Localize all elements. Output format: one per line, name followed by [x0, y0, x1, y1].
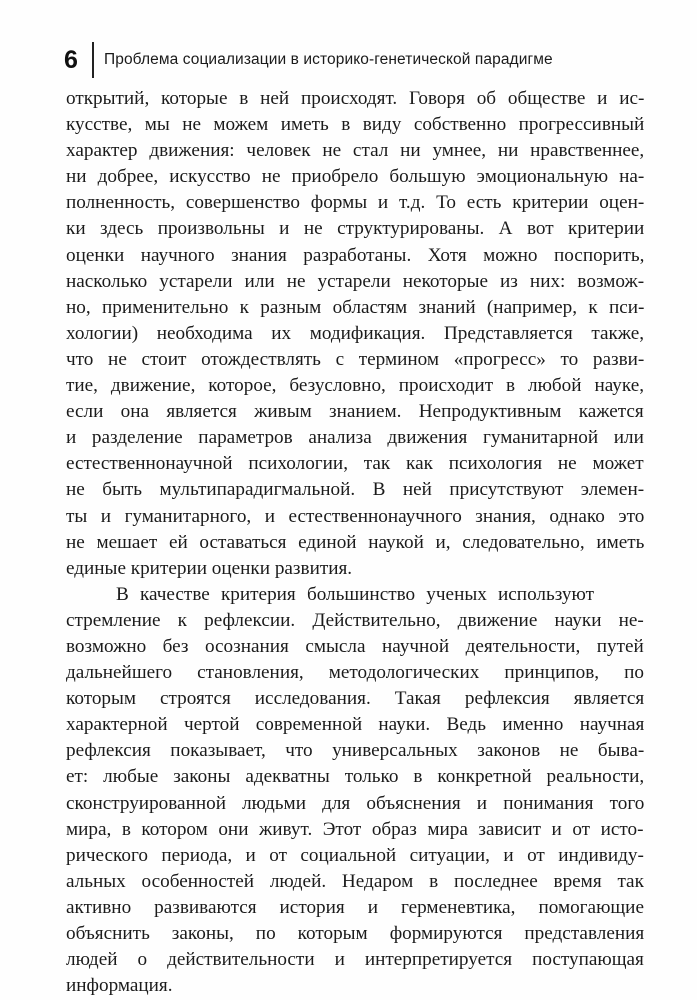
- text-line: но, применительно к разным областям знаний (например, к пси-: [66, 296, 645, 318]
- text-line: характерной чертой современной науки. Ведь именно научная: [66, 714, 645, 736]
- text-line: В качестве критерия большинство ученых используют: [116, 583, 594, 605]
- text-line: хологии) необходима их модификация. Представляется также,: [66, 322, 645, 344]
- page-number: 6: [64, 46, 78, 74]
- text-line: не быть мультипарадигмальной. В ней присутствуют элемен-: [66, 479, 645, 501]
- paragraph-2: [66, 582, 644, 1000]
- text-line: активно развиваются история и герменевтика, помогающие: [66, 896, 644, 918]
- header-divider: [92, 42, 94, 78]
- text-line: которым строятся исследования. Такая рефлексия является: [66, 688, 645, 710]
- text-line: кусстве, мы не можем иметь в виду собственно прогрессивный: [66, 114, 645, 136]
- text-line: ет: любые законы адекватны только в конкретной реальности,: [66, 766, 645, 788]
- text-line: стремление к рефлексии. Действительно, движение науки не-: [66, 609, 644, 631]
- text-line: не мешает ей оставаться единой наукой и, следовательно, иметь: [66, 531, 645, 553]
- text-line: сконструированной людьми для объяснения и понимания того: [66, 792, 645, 814]
- paragraph-1: [66, 86, 644, 582]
- text-line: ни добрее, искусство не приобрело большую эмоциональную на-: [66, 166, 645, 188]
- text-line: естественнонаучной психологии, так как психология не может: [66, 453, 644, 475]
- text-line: людей о действительности и интерпретируется поступающая: [66, 949, 644, 971]
- text-line: если она является живым знанием. Непродуктивным кажется: [66, 401, 644, 423]
- text-line: объяснить законы, по которым формируются представления: [66, 923, 645, 944]
- text-line: тие, движение, которое, безусловно, происходит в любой науке,: [66, 375, 645, 397]
- text-line: единые критерии оценки развития.: [66, 557, 353, 579]
- text-line: характер движения: человек не стал ни умнее, ни нравственнее,: [66, 140, 645, 162]
- text-line: открытий, которые в ней происходят. Говоря об обществе и ис-: [66, 88, 645, 109]
- text-line: альных особенностей людей. Недаром в последнее время так: [66, 870, 644, 892]
- running-head: [64, 42, 553, 78]
- text-line: возможно без осознания смысла научной деятельности, путей: [66, 635, 644, 657]
- text-line: насколько устарели или не устарели некоторые из них: возмож-: [66, 270, 645, 292]
- text-line: мира, в котором они живут. Этот образ мира зависит и от исто-: [66, 818, 644, 840]
- text-line: полненность, совершенство формы и т.д. То есть критерии оцен-: [66, 192, 645, 214]
- text-line: что не стоит отождествлять с термином «прогресс» то разви-: [66, 348, 645, 370]
- text-line: информация.: [66, 975, 173, 997]
- text-line: ты и гуманитарного, и естественнонаучного знания, однако это: [66, 505, 645, 527]
- text-line: рического периода, и от социальной ситуации, и от индивиду-: [66, 844, 644, 866]
- body-text: [66, 86, 644, 999]
- running-title: Проблема социализации в историко-генетической парадигме: [104, 51, 553, 68]
- text-line: и разделение параметров анализа движения гуманитарной или: [66, 427, 644, 449]
- text-line: ки здесь произвольны и не структурированы. А вот критерии: [66, 218, 645, 240]
- text-line: рефлексия показывает, что универсальных законов не быва-: [66, 740, 645, 762]
- text-line: дальнейшего становления, методологических принципов, по: [66, 662, 644, 684]
- text-line: оценки научного знания разработаны. Хотя можно поспорить,: [66, 244, 645, 266]
